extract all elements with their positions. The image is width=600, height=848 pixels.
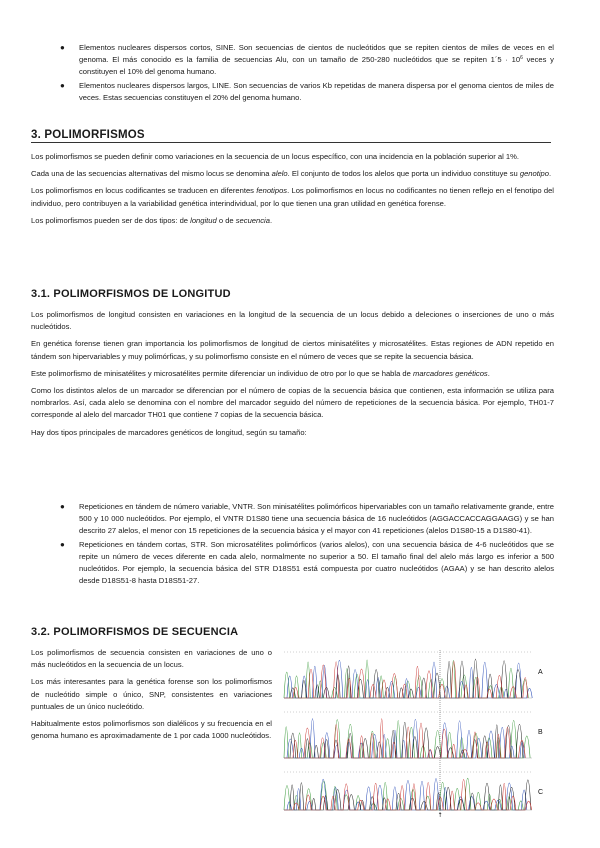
bullet-vntr: ● Repeticiones en tándem de número variable, VNTR. Son minisatélites polimórficos hipervariables con un tamaño relativamente grande, entre 500 y 10 000 nucleótidos. Por ejemplo, el VNTR D1S80 tiene una secuencia básica de 16 nucleótidos (AGGACCACCAGGAAGG) y se han descrito 27 alelos, el menor con 15 repeticiones de la secuencia básica y el mayor con 41 repeticiones (alelos D1S80-15 a D1S80-41). (60, 502, 554, 536)
bullet-dot: ● (60, 502, 65, 511)
bullet-dot: ● (60, 539, 65, 549)
paragraph: Los polimorfismos de longitud consisten en variaciones en la longitud de la secuencia de un locus debido a deleciones o inserciones de uno o más nucleótidos. (31, 310, 554, 332)
bullet-dot: ● (60, 43, 65, 52)
bullet-dot: ● (60, 80, 65, 90)
marker-type-list (60, 501, 554, 587)
section-3-2-body (31, 647, 272, 742)
paragraph: Los polimorfismos se pueden definir como variaciones en la secuencia de un locus específico, con una incidencia en la población superior al 1%. (31, 152, 519, 161)
top-bullet-list (60, 42, 554, 104)
section-3-2-heading: 3.2. POLIMORFISMOS DE SECUENCIA (31, 626, 239, 638)
paragraph: Los más interesantes para la genética forense son los polimorfismos de nucleótido simple o único, SNP, consistentes en variaciones puntuales de un único nucleótido. (31, 677, 272, 711)
paragraph: Los polimorfismos de secuencia consisten en variaciones de uno o más nucleótidos en la secuencia de un locus. (31, 648, 272, 670)
sequence-chromatogram-figure (282, 646, 552, 818)
section-3-1-heading: 3.1. POLIMORFISMOS DE LONGITUD (31, 288, 231, 300)
bullet-line: ● Elementos nucleares dispersos largos, LINE. Son secuencias de varios Kb repetidas de manera dispersa por el genoma cientos de miles de veces. Estas secuencias constituyen el 20% del genoma humano. (60, 80, 554, 102)
paragraph: En genética forense tienen gran importancia los polimorfismos de longitud de ciertos minisatélites y microsatélites. Estas regiones de ADN repetido en tándem son hipervariables y muy polimórficas, y su polimorfismo consiste en el número de veces que se repite la secuencia básica. (31, 339, 554, 361)
paragraph: Cada una de las secuencias alternativas del mismo locus se denomina alelo. El conjunto de todos los alelos que porta un individuo constituye su genotipo. (31, 169, 552, 179)
paragraph: Como los distintos alelos de un marcador se diferencian por el número de copias de la secuencia básica que contienen, esta información se utiliza para nombrarlos. Así, cada alelo se denomina con el nombre del marcador seguido del número de repeticiones de la secuencia básica. Por ejemplo, TH01-7 corresponde al alelo del marcador TH01 que contiene 7 copias de la secuencia básica. (31, 386, 554, 420)
track-label-a: A (538, 669, 543, 676)
paragraph: Este polimorfismo de minisatélites y microsatélites permite diferenciar un individuo de otro por lo que se habla de marcadores genéticos. (31, 368, 490, 378)
bullet-sine: ● Elementos nucleares dispersos cortos, SINE. Son secuencias de cientos de nucleótidos que se repiten cientos de miles de veces en el genoma. El más conocido es la familia de secuencias Alu, con un tamaño de 250-280 nucleótidos que se repiten 1´5 · $10^6$ veces y constituyen el 10% del genoma humano. (60, 43, 554, 77)
snp-arrow-icon: ↑ (437, 812, 443, 818)
paragraph: Habitualmente estos polimorfismos son dialélicos y su frecuencia en el genoma humano es aproximadamente de 1 por cada 1000 nucleótidos. (31, 719, 272, 741)
paragraph: Los polimorfismos pueden ser de dos tipos: de longitud o de secuencia. (31, 215, 273, 225)
track-label-b: B (538, 729, 543, 736)
paragraph: Los polimorfismos en locus codificantes se traducen en diferentes fenotipos. Los polimorfismos en locus no codificantes no tienen reflejo en el fenotipo del individuo, pero contribuyen a la variabilidad genética interindividual, por lo que tienen una gran utilidad en genética forense. (31, 186, 554, 208)
track-label-c: C (538, 789, 544, 796)
paragraph: Hay dos tipos principales de marcadores genéticos de longitud, según su tamaño: (31, 427, 307, 437)
bullet-str: ● Repeticiones en tándem cortas, STR. Son microsatélites polimórficos (varios alelos), con una secuencia básica de 4-6 nucleótidos que se repite un número de veces diferente en cada alelo, normalmente no superior a 50. El tamaño final del alelo más largo es inferior a 500 nucleótidos. Por ejemplo, la secuencia básica del STR D18S51 está compuesta por cuatro nucleótidos (AGAA) y se han descrito alelos desde D18S51-8 hasta D18S51-27. (60, 539, 554, 586)
section-3-body (31, 151, 554, 227)
section-3-heading: 3. POLIMORFISMOS (31, 129, 551, 143)
section-3-1-body (31, 309, 554, 439)
